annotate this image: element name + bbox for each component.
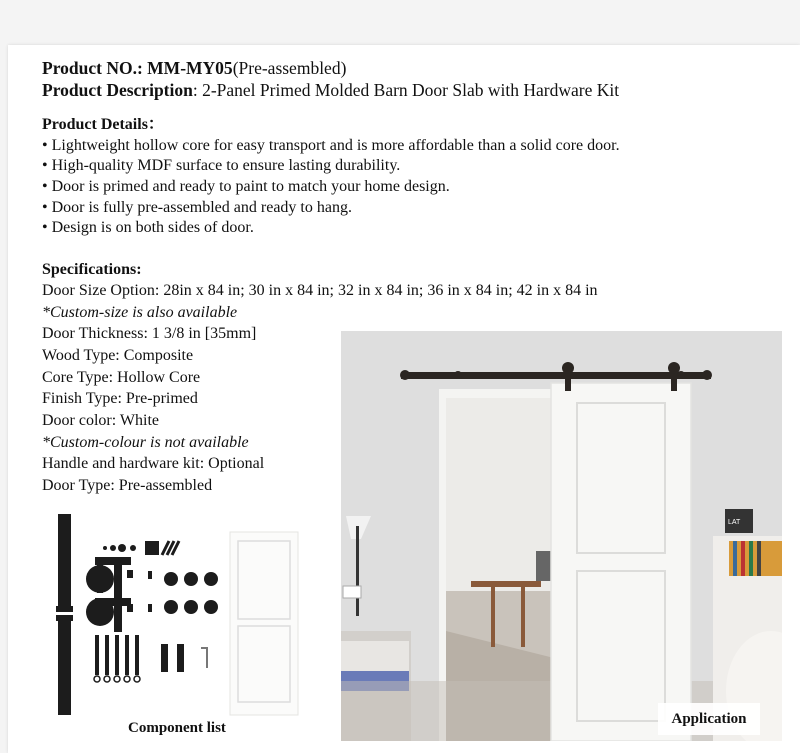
application-caption: Application	[658, 703, 760, 735]
detail-item: • Design is on both sides of door.	[42, 219, 254, 236]
spec-door-type: Door Type: Pre-assembled	[42, 477, 213, 494]
specs-heading: Specifications:	[42, 261, 142, 278]
detail-item: • Door is fully pre-assembled and ready to hang.	[42, 199, 352, 216]
spec-custom-colour-note: *Custom-colour is not available	[42, 434, 249, 451]
product-number: MM-MY05	[147, 58, 233, 78]
detail-item: • Lightweight hollow core for easy transport and is more affordable than a solid core door.	[42, 137, 620, 154]
product-description-line	[42, 80, 619, 100]
book-cover-text: LAT	[728, 519, 741, 526]
product-description: : 2-Panel Primed Molded Barn Door Slab with Hardware Kit	[192, 80, 620, 100]
spec-door-size: Door Size Option: 28in x 84 in; 30 in x 84 in; 32 in x 84 in; 36 in x 84 in; 42 in x 84 in	[42, 282, 598, 299]
component-list-image	[40, 505, 300, 720]
spec-core-type: Core Type: Hollow Core	[42, 369, 201, 386]
spec-wood-type: Wood Type: Composite	[42, 347, 194, 364]
component-list-caption: Component list	[128, 720, 226, 736]
spec-custom-size-note: *Custom-size is also available	[42, 304, 238, 321]
detail-item: • Door is primed and ready to paint to match your home design.	[42, 178, 450, 195]
product-description-label: Product Description	[42, 80, 193, 100]
product-number-label: Product NO.:	[42, 58, 148, 78]
spec-finish-type: Finish Type: Pre-primed	[42, 390, 198, 407]
application-photo	[341, 331, 782, 741]
product-number-line	[42, 58, 346, 78]
spec-hardware-kit: Handle and hardware kit: Optional	[42, 455, 265, 472]
details-heading: Product Details：	[42, 116, 164, 133]
product-number-suffix: (Pre-assembled)	[232, 58, 347, 78]
spec-thickness: Door Thickness: 1 3/8 in [35mm]	[42, 325, 257, 342]
spec-door-color: Door color: White	[42, 412, 160, 429]
detail-item: • High-quality MDF surface to ensure lasting durability.	[42, 157, 401, 174]
